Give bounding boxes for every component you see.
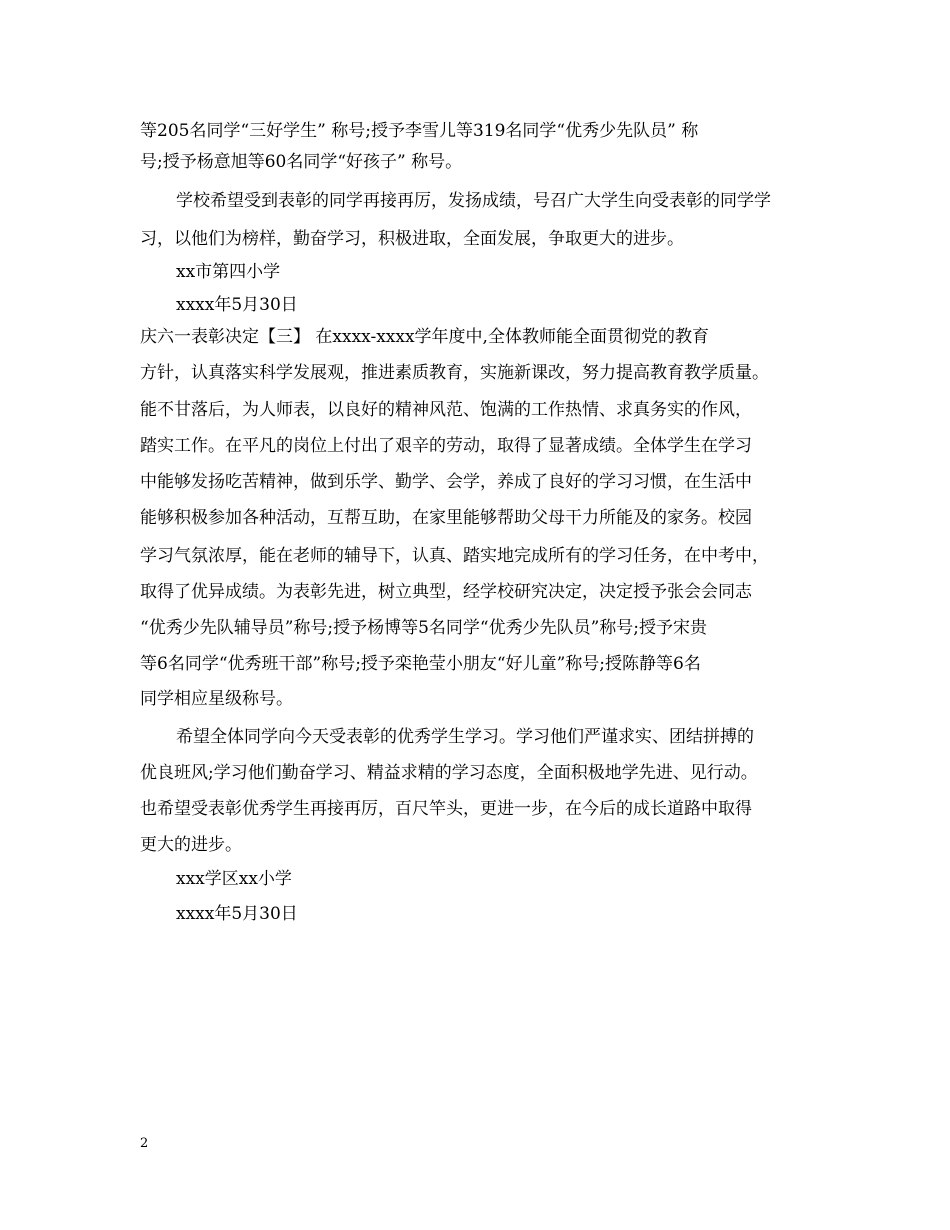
body-line-14: “优秀少先队辅导员”称号;授予杨博等5名同学“优秀少先队员”称号;授予宋贵 <box>140 618 708 638</box>
body-line-15: 等6名同学“优秀班干部”称号;授予栾艳莹小朋友“好儿童”称号;授陈静等6名 <box>140 654 701 674</box>
body-line-8: 能不甘落后，为人师表，以良好的精神风范、饱满的工作热情、求真务实的作风， <box>140 400 752 420</box>
section-heading-line: 庆六一表彰决定【三】 在xxxx-xxxx学年度中,全体教师能全面贯彻党的教育 <box>140 327 709 347</box>
signature-date-1: xxxx年5月30日 <box>176 295 298 315</box>
body-line-13: 取得了优异成绩。为表彰先进，树立典型，经学校研究决定，决定授予张会会同志 <box>140 582 752 602</box>
body-line-1: 等205名同学“三好学生” 称号;授予李雪儿等319名同学“优秀少先队员” 称 <box>140 121 699 141</box>
body-line-3: 学校希望受到表彰的同学再接再厉，发扬成绩，号召广大学生向受表彰的同学学 <box>176 191 771 211</box>
body-line-12: 学习气氛浓厚，能在老师的辅导下，认真、踏实地完成所有的学习任务，在中考中， <box>140 546 769 566</box>
page-number: 2 <box>140 1136 149 1151</box>
body-line-19: 也希望受表彰优秀学生再接再厉，百尺竿头，更进一步，在今后的成长道路中取得 <box>140 799 752 819</box>
signature-date-2: xxxx年5月30日 <box>176 904 298 924</box>
signature-school-1: xx市第四小学 <box>176 262 281 282</box>
body-line-7: 方针，认真落实科学发展观，推进素质教育，实施新课改，努力提高教育教学质量。 <box>140 363 769 383</box>
body-line-2: 号;授予杨意旭等60名同学“好孩子” 称号。 <box>140 152 463 172</box>
body-line-20: 更大的进步。 <box>140 835 242 855</box>
body-line-4: 习，以他们为榜样，勤奋学习，积极进取，全面发展，争取更大的进步。 <box>140 229 684 249</box>
body-line-9: 踏实工作。在平凡的岗位上付出了艰辛的劳动，取得了显著成绩。全体学生在学习 <box>140 436 752 456</box>
body-line-18: 优良班风;学习他们勤奋学习、精益求精的学习态度，全面积极地学先进、见行动。 <box>140 763 758 783</box>
body-line-16: 同学相应星级称号。 <box>140 689 293 709</box>
body-line-17: 希望全体同学向今天受表彰的优秀学生学习。学习他们严谨求实、团结拼搏的 <box>176 727 754 747</box>
body-line-11: 能够积极参加各种活动，互帮互助，在家里能够帮助父母干力所能及的家务。校园 <box>140 508 752 528</box>
body-line-10: 中能够发扬吃苦精神，做到乐学、勤学、会学，养成了良好的学习习惯，在生活中 <box>140 472 752 492</box>
signature-school-2: xxx学区xx小学 <box>176 869 292 889</box>
